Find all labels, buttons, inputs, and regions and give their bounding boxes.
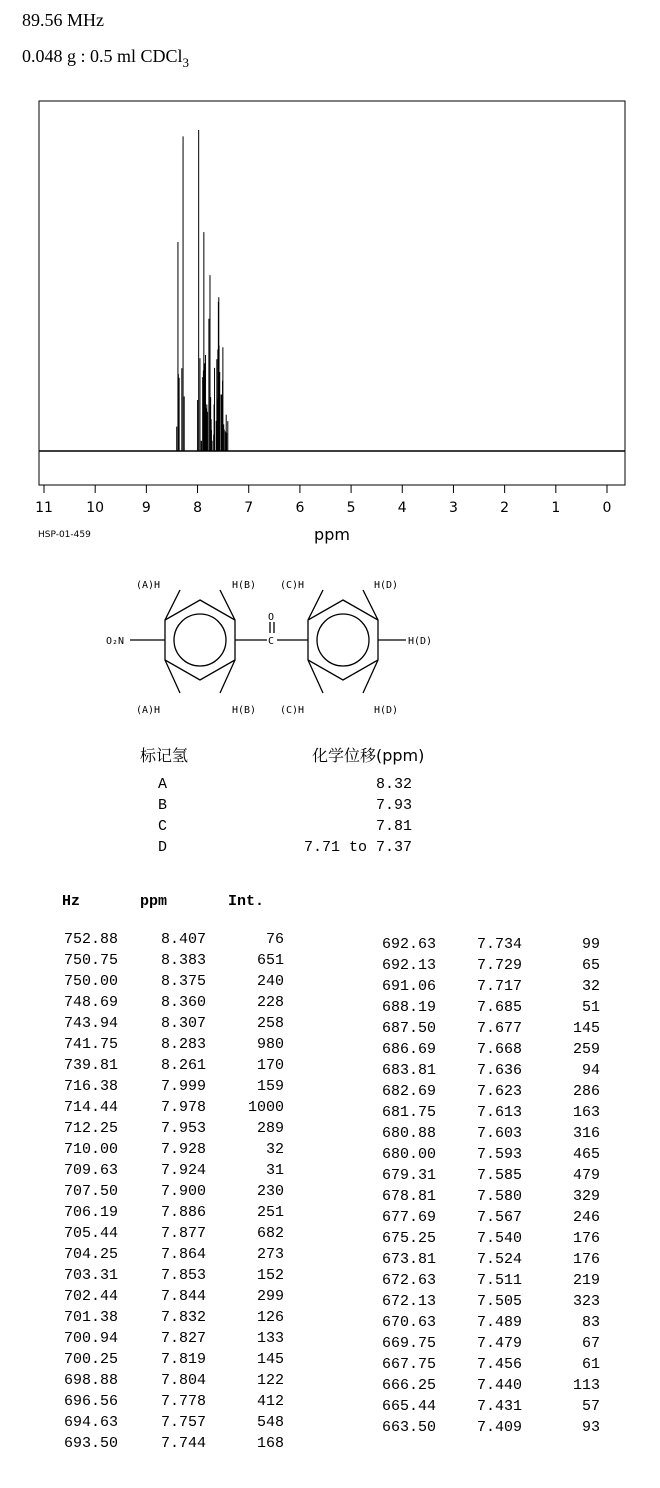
peak-row <box>0 1020 660 1041</box>
peak-row <box>0 1104 660 1125</box>
peak-ppm: 7.844 <box>160 1288 206 1305</box>
peak-ppm: 7.623 <box>476 1083 522 1100</box>
peak-intensity: 83 <box>581 1314 600 1331</box>
assignment-label: B <box>158 797 168 814</box>
x-tick-label: 2 <box>500 500 510 516</box>
peak-row <box>0 1167 660 1188</box>
peak-ppm: 7.593 <box>476 1146 522 1163</box>
x-tick-label: 10 <box>86 500 105 516</box>
label-b-top: H(B) <box>232 580 257 591</box>
peak-ppm: 7.804 <box>160 1372 206 1389</box>
peak-row <box>0 1335 660 1356</box>
peak-hz: 752.88 <box>63 931 118 948</box>
peak-ppm: 7.900 <box>160 1183 206 1200</box>
peak-hz: 750.75 <box>63 952 118 969</box>
x-tick-label: 11 <box>35 500 53 516</box>
peak-hz: 743.94 <box>63 1015 118 1032</box>
peak-intensity: 61 <box>581 1356 600 1373</box>
peak-ppm: 7.511 <box>476 1272 522 1289</box>
x-tick-label: 1 <box>551 500 561 516</box>
peak-hz: 687.50 <box>381 1020 436 1037</box>
assignment-shift: 7.71 to 7.37 <box>303 839 412 856</box>
peak-row <box>0 1062 660 1083</box>
peak-row <box>0 1419 660 1440</box>
peak-hz: 681.75 <box>381 1104 436 1121</box>
peak-intensity: 479 <box>572 1167 600 1184</box>
peak-ppm: 8.407 <box>160 931 206 948</box>
peak-intensity: 299 <box>256 1288 284 1305</box>
assignment-label: D <box>158 839 168 856</box>
peak-ppm: 7.677 <box>476 1020 522 1037</box>
label-d-right: H(D) <box>408 636 433 647</box>
peak-row <box>0 1377 660 1398</box>
peak-hz: 696.56 <box>63 1393 118 1410</box>
peak-intensity: 67 <box>581 1335 600 1352</box>
nmr-spectrum-chart <box>0 0 660 560</box>
peak-intensity: 51 <box>581 999 600 1016</box>
peak-intensity: 65 <box>581 957 600 974</box>
label-nitro: O₂N <box>106 636 125 647</box>
peak-ppm: 7.928 <box>160 1141 206 1158</box>
label-d-top: H(D) <box>374 580 399 591</box>
peak-hz: 669.75 <box>381 1335 436 1352</box>
peak-ppm: 7.757 <box>160 1414 206 1431</box>
peak-row <box>0 936 660 957</box>
peak-hz: 748.69 <box>63 994 118 1011</box>
label-a-bot: (A)H <box>136 705 161 716</box>
peak-hz: 712.25 <box>63 1120 118 1137</box>
assignment-shift: 8.32 <box>375 776 412 793</box>
peak-intensity: 163 <box>572 1104 600 1121</box>
peak-ppm: 7.832 <box>160 1309 206 1326</box>
peak-ppm: 8.375 <box>160 973 206 990</box>
peak-hz: 679.31 <box>381 1167 436 1184</box>
peak-intensity: 168 <box>256 1435 284 1452</box>
peak-ppm: 7.585 <box>476 1167 522 1184</box>
peak-intensity: 286 <box>572 1083 600 1100</box>
peak-hz: 673.81 <box>381 1251 436 1268</box>
peak-hz: 670.63 <box>381 1314 436 1331</box>
label-c-top: (C)H <box>280 580 305 591</box>
x-tick-label: 7 <box>244 500 254 516</box>
peak-intensity: 316 <box>572 1125 600 1142</box>
peak-row <box>0 1041 660 1062</box>
reference-code: HSP-01-459 <box>38 530 91 540</box>
peak-ppm: 7.613 <box>476 1104 522 1121</box>
peak-hz: 701.38 <box>63 1309 118 1326</box>
peak-row <box>0 1146 660 1167</box>
peak-intensity: 240 <box>256 973 284 990</box>
peak-ppm: 8.283 <box>160 1036 206 1053</box>
peak-hz: 693.50 <box>63 1435 118 1452</box>
peak-ppm: 8.261 <box>160 1057 206 1074</box>
peak-hz: 694.63 <box>63 1414 118 1431</box>
peak-intensity: 465 <box>572 1146 600 1163</box>
peak-hz: 682.69 <box>381 1083 436 1100</box>
peak-hz: 700.94 <box>63 1330 118 1347</box>
peak-hz: 709.63 <box>63 1162 118 1179</box>
peak-hz: 675.25 <box>381 1230 436 1247</box>
assignment-shift-header: 化学位移(ppm) <box>312 746 425 765</box>
peak-hz: 672.13 <box>381 1293 436 1310</box>
peak-hz: 666.25 <box>381 1377 436 1394</box>
peak-ppm: 7.567 <box>476 1209 522 1226</box>
peak-ppm: 7.877 <box>160 1225 206 1242</box>
peak-intensity: 99 <box>581 936 600 953</box>
peak-hz: 750.00 <box>63 973 118 990</box>
peak-ppm: 8.383 <box>160 952 206 969</box>
peak-intensity: 289 <box>256 1120 284 1137</box>
peak-row <box>0 957 660 978</box>
peak-intensity: 651 <box>256 952 284 969</box>
peak-hz: 714.44 <box>63 1099 118 1116</box>
x-tick-label: 4 <box>397 500 407 516</box>
peak-row <box>0 1356 660 1377</box>
peak-hz: 665.44 <box>381 1398 436 1415</box>
peak-hz: 716.38 <box>63 1078 118 1095</box>
peak-intensity: 228 <box>256 994 284 1011</box>
spectrum-peaks <box>177 130 228 451</box>
peak-row <box>0 1251 660 1272</box>
left-benzene-ring <box>165 600 235 680</box>
peak-ppm: 7.440 <box>476 1377 522 1394</box>
peak-intensity: 258 <box>256 1015 284 1032</box>
peak-ppm: 7.999 <box>160 1078 206 1095</box>
peak-intensity: 273 <box>256 1246 284 1263</box>
peak-intensity: 159 <box>256 1078 284 1095</box>
peak-hz: 691.06 <box>381 978 436 995</box>
peak-intensity: 323 <box>572 1293 600 1310</box>
peak-row <box>0 999 660 1020</box>
peak-ppm: 8.307 <box>160 1015 206 1032</box>
peak-row <box>0 1125 660 1146</box>
label-carbonyl-c: C <box>268 636 275 647</box>
peak-hz: 678.81 <box>381 1188 436 1205</box>
peak-ppm: 7.409 <box>476 1419 522 1436</box>
peak-intensity: 176 <box>572 1251 600 1268</box>
peak-hz: 686.69 <box>381 1041 436 1058</box>
peak-hz: 706.19 <box>63 1204 118 1221</box>
peak-ppm: 7.603 <box>476 1125 522 1142</box>
peak-row <box>0 1272 660 1293</box>
left-aromatic-circle <box>174 614 226 666</box>
plot-frame <box>39 101 625 485</box>
peak-row <box>0 1083 660 1104</box>
peak-hz: 672.63 <box>381 1272 436 1289</box>
peak-ppm: 7.505 <box>476 1293 522 1310</box>
peak-row <box>0 1209 660 1230</box>
peak-hz: 663.50 <box>381 1419 436 1436</box>
peak-intensity: 145 <box>572 1020 600 1037</box>
peak-hz: 677.69 <box>381 1209 436 1226</box>
peak-intensity: 1000 <box>247 1099 284 1116</box>
peak-intensity: 152 <box>256 1267 284 1284</box>
peak-intensity: 93 <box>581 1419 600 1436</box>
peak-ppm: 7.953 <box>160 1120 206 1137</box>
peak-hz: 739.81 <box>63 1057 118 1074</box>
peak-hz: 683.81 <box>381 1062 436 1079</box>
concentration-subscript: 3 <box>182 55 190 70</box>
peak-intensity: 32 <box>265 1141 284 1158</box>
peak-intensity: 230 <box>256 1183 284 1200</box>
peak-intensity: 145 <box>256 1351 284 1368</box>
peak-hz: 680.88 <box>381 1125 436 1142</box>
x-axis-label: ppm <box>314 525 350 544</box>
peak-ppm: 7.580 <box>476 1188 522 1205</box>
peak-intensity: 176 <box>572 1230 600 1247</box>
peak-hz: 688.19 <box>381 999 436 1016</box>
peak-ppm: 7.853 <box>160 1267 206 1284</box>
peak-ppm: 8.360 <box>160 994 206 1011</box>
peak-ppm: 7.886 <box>160 1204 206 1221</box>
peak-hz: 700.25 <box>63 1351 118 1368</box>
peak-row <box>0 978 660 999</box>
assignment-label-header: 标记氢 <box>140 746 189 765</box>
peak-ppm: 7.734 <box>476 936 522 953</box>
peak-ppm: 7.456 <box>476 1356 522 1373</box>
peak-ppm: 7.524 <box>476 1251 522 1268</box>
peak-ppm: 7.668 <box>476 1041 522 1058</box>
label-b-bot: H(B) <box>232 705 257 716</box>
peak-intensity: 94 <box>581 1062 600 1079</box>
peak-row <box>0 1314 660 1335</box>
peak-hz: 680.00 <box>381 1146 436 1163</box>
assignment-label: A <box>158 776 168 793</box>
peak-intensity: 246 <box>572 1209 600 1226</box>
label-a-top: (A)H <box>136 580 161 591</box>
molecule-structure <box>100 575 460 725</box>
peak-intensity: 170 <box>256 1057 284 1074</box>
peak-ppm: 7.729 <box>476 957 522 974</box>
peak-hz: 707.50 <box>63 1183 118 1200</box>
assignment-shift: 7.81 <box>375 818 412 835</box>
peak-intensity: 682 <box>256 1225 284 1242</box>
peak-ppm: 7.864 <box>160 1246 206 1263</box>
right-aromatic-circle <box>317 614 369 666</box>
peak-hz: 703.31 <box>63 1267 118 1284</box>
peak-intensity: 126 <box>256 1309 284 1326</box>
peak-header-hz: Hz <box>62 893 81 910</box>
peak-ppm: 7.479 <box>476 1335 522 1352</box>
peak-hz: 704.25 <box>63 1246 118 1263</box>
peak-intensity: 133 <box>256 1330 284 1347</box>
peak-ppm: 7.744 <box>160 1435 206 1452</box>
x-tick-label: 0 <box>602 500 612 516</box>
peak-intensity: 980 <box>256 1036 284 1053</box>
peak-header-ppm: ppm <box>140 893 168 910</box>
label-carbonyl-o: O <box>268 612 275 623</box>
x-axis-ticks <box>35 485 611 516</box>
concentration-text: 0.048 g : 0.5 ml CDCl <box>22 46 183 66</box>
peak-hz: 692.63 <box>381 936 436 953</box>
label-c-bot: (C)H <box>280 705 305 716</box>
peak-intensity: 32 <box>581 978 600 995</box>
peak-ppm: 7.827 <box>160 1330 206 1347</box>
peak-hz: 710.00 <box>63 1141 118 1158</box>
x-tick-label: 8 <box>193 500 203 516</box>
peak-intensity: 251 <box>256 1204 284 1221</box>
x-tick-label: 6 <box>295 500 305 516</box>
peak-hz: 705.44 <box>63 1225 118 1242</box>
peak-hz: 692.13 <box>381 957 436 974</box>
x-tick-label: 9 <box>141 500 151 516</box>
peak-intensity: 76 <box>265 931 284 948</box>
peak-ppm: 7.778 <box>160 1393 206 1410</box>
peak-ppm: 7.431 <box>476 1398 522 1415</box>
assignment-shift: 7.93 <box>375 797 412 814</box>
peak-hz: 698.88 <box>63 1372 118 1389</box>
peak-intensity: 412 <box>256 1393 284 1410</box>
peak-intensity: 329 <box>572 1188 600 1205</box>
peak-intensity: 31 <box>265 1162 284 1179</box>
peak-hz: 702.44 <box>63 1288 118 1305</box>
peak-ppm: 7.636 <box>476 1062 522 1079</box>
peak-intensity: 219 <box>572 1272 600 1289</box>
peak-row <box>0 1293 660 1314</box>
peak-intensity: 57 <box>581 1398 600 1415</box>
peak-ppm: 7.685 <box>476 999 522 1016</box>
peak-ppm: 7.978 <box>160 1099 206 1116</box>
peak-ppm: 7.540 <box>476 1230 522 1247</box>
peak-hz: 667.75 <box>381 1356 436 1373</box>
peak-intensity: 548 <box>256 1414 284 1431</box>
peak-ppm: 7.924 <box>160 1162 206 1179</box>
x-tick-label: 5 <box>346 500 356 516</box>
peak-intensity: 122 <box>256 1372 284 1389</box>
peak-ppm: 7.819 <box>160 1351 206 1368</box>
label-d-bot: H(D) <box>374 705 399 716</box>
peak-ppm: 7.717 <box>476 978 522 995</box>
peak-row <box>0 1230 660 1251</box>
spectrometer-frequency: 89.56 MHz <box>22 10 104 30</box>
peak-intensity: 259 <box>572 1041 600 1058</box>
peak-row <box>0 1398 660 1419</box>
peak-row <box>0 1188 660 1209</box>
x-tick-label: 3 <box>448 500 458 516</box>
peak-intensity: 113 <box>572 1377 600 1394</box>
peak-header-int: Int. <box>228 893 265 910</box>
assignment-label: C <box>158 818 168 835</box>
peak-ppm: 7.489 <box>476 1314 522 1331</box>
right-benzene-ring <box>308 600 378 680</box>
peak-hz: 741.75 <box>63 1036 118 1053</box>
